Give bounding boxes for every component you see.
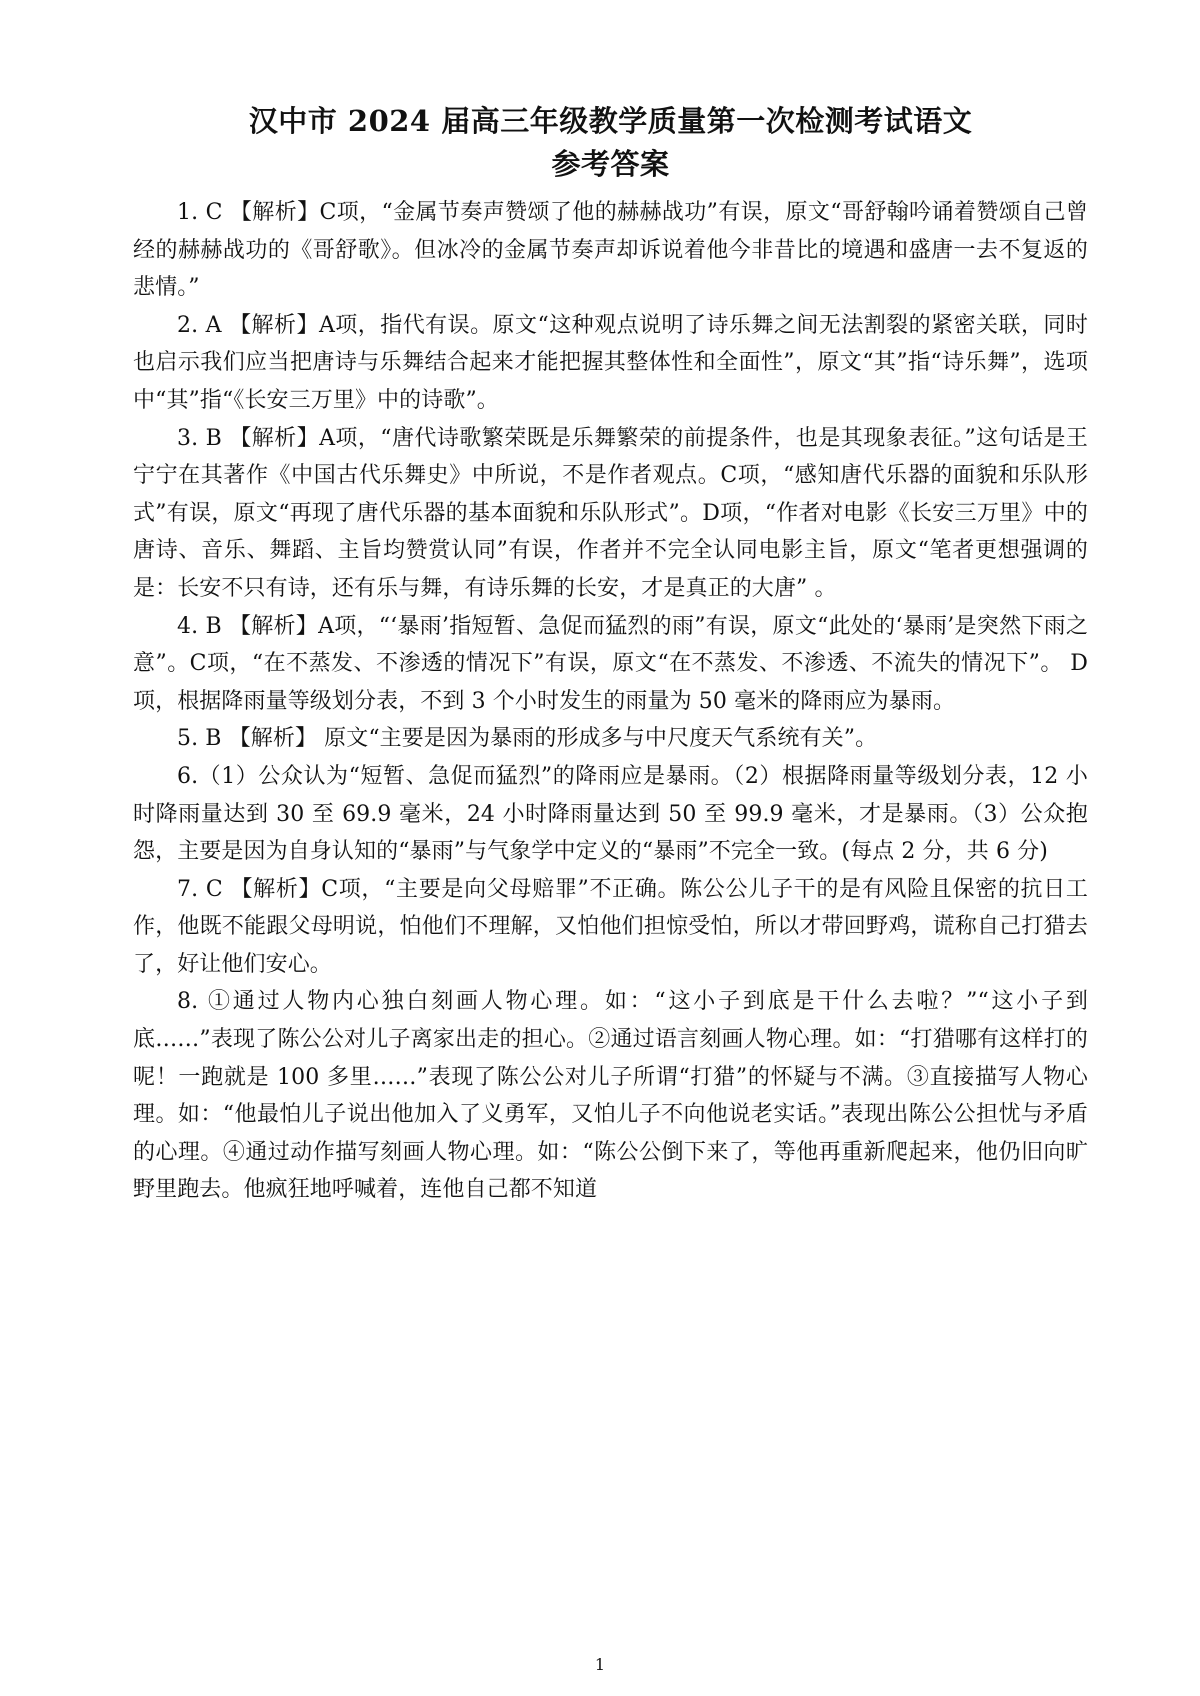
answer-item-1: 1. C 【解析】C项，“金属节奏声赞颂了他的赫赫战功”有误，原文“哥舒翰吟诵着赞颂自己曾经的赫赫战功的《哥舒歌》。但冰冷的金属节奏声却诉说着他今非昔比的境遇和盛唐一去不复返的悲情。” <box>133 200 1088 301</box>
answer-item-7: 7. C 【解析】C项，“主要是向父母赔罪”不正确。陈公公儿子干的是有风险且保密的抗日工作，他既不能跟父母明说，怕他们不理解，又怕他们担惊受怕，所以才带回野鸡，谎称自己打猎去了，好让他们安心。 <box>133 876 1088 977</box>
answer-item-2: 2. A 【解析】A项，指代有误。原文“这种观点说明了诗乐舞之间无法割裂的紧密关联，同时也启示我们应当把唐诗与乐舞结合起来才能把握其整体性和全面性”，原文“其”指“诗乐舞”，选项中“其”指“《长安三万里》中的诗歌”。 <box>133 312 1088 413</box>
document-title: 汉中市 2024 届高三年级教学质量第一次检测考试语文 <box>248 104 973 138</box>
page-number: 1 <box>594 1655 606 1674</box>
answer-item-5: 5. B 【解析】 原文“主要是因为暴雨的形成多与中尺度天气系统有关”。 <box>177 726 878 752</box>
document-subtitle: 参考答案 <box>551 147 670 181</box>
answer-item-3: 3. B 【解析】A项，“唐代诗歌繁荣既是乐舞繁荣的前提条件，也是其现象表征。”这句话是王宁宁在其著作《中国古代乐舞史》中所说，不是作者观点。C项，“感知唐代乐器的面貌和乐队形式”有误，原文“再现了唐代乐器的基本面貌和乐队形式”。D项，“作者对电影《长安三万里》中的唐诗、音乐、舞蹈、主旨均赞赏认同”有误，作者并不完全认同电影主旨，原文“笔者更想强调的是：长安不只有诗，还有乐与舞，有诗乐舞的长安，才是真正的大唐” 。 <box>133 425 1088 601</box>
answer-item-6: 6.（1）公众认为“短暂、急促而猛烈”的降雨应是暴雨。（2）根据降雨量等级划分表，12 小时降雨量达到 30 至 69.9 毫米，24 小时降雨量达到 50 至 99.9 毫米，才是暴雨。（3）公众抱怨，主要是因为自身认知的“暴雨”与气象学中定义的“暴雨”不完全一致。(每点 2 分，共 6 分) <box>133 763 1088 865</box>
answer-item-4: 4. B 【解析】A项，“‘暴雨’指短暂、急促而猛烈的雨”有误，原文“此处的‘暴雨’是突然下雨之意”。C项，“在不蒸发、不渗透的情况下”有误，原文“在不蒸发、不渗透、不流失的情况下”。 D项，根据降雨量等级划分表，不到 3 个小时发生的雨量为 50 毫米的降雨应为暴雨。 <box>133 613 1088 714</box>
document-header <box>133 100 1088 186</box>
answer-item-8: 8. ①通过人物内心独白刻画人物心理。如：“这小子到底是干什么去啦？”“这小子到底……”表现了陈公公对儿子离家出走的担心。②通过语言刻画人物心理。如：“打猎哪有这样打的呢！一跑就是 100 多里……”表现了陈公公对儿子所谓“打猎”的怀疑与不满。③直接描写人物心理。如：“他最怕儿子说出他加入了义勇军，又怕儿子不向他说老实话。”表现出陈公公担忧与矛盾的心理。④通过动作描写刻画人物心理。如：“陈公公倒下来了，等他再重新爬起来，他仍旧向旷野里跑去。他疯狂地呼喊着，连他自己都不知道 <box>133 989 1088 1203</box>
answer-list <box>133 194 1088 1209</box>
